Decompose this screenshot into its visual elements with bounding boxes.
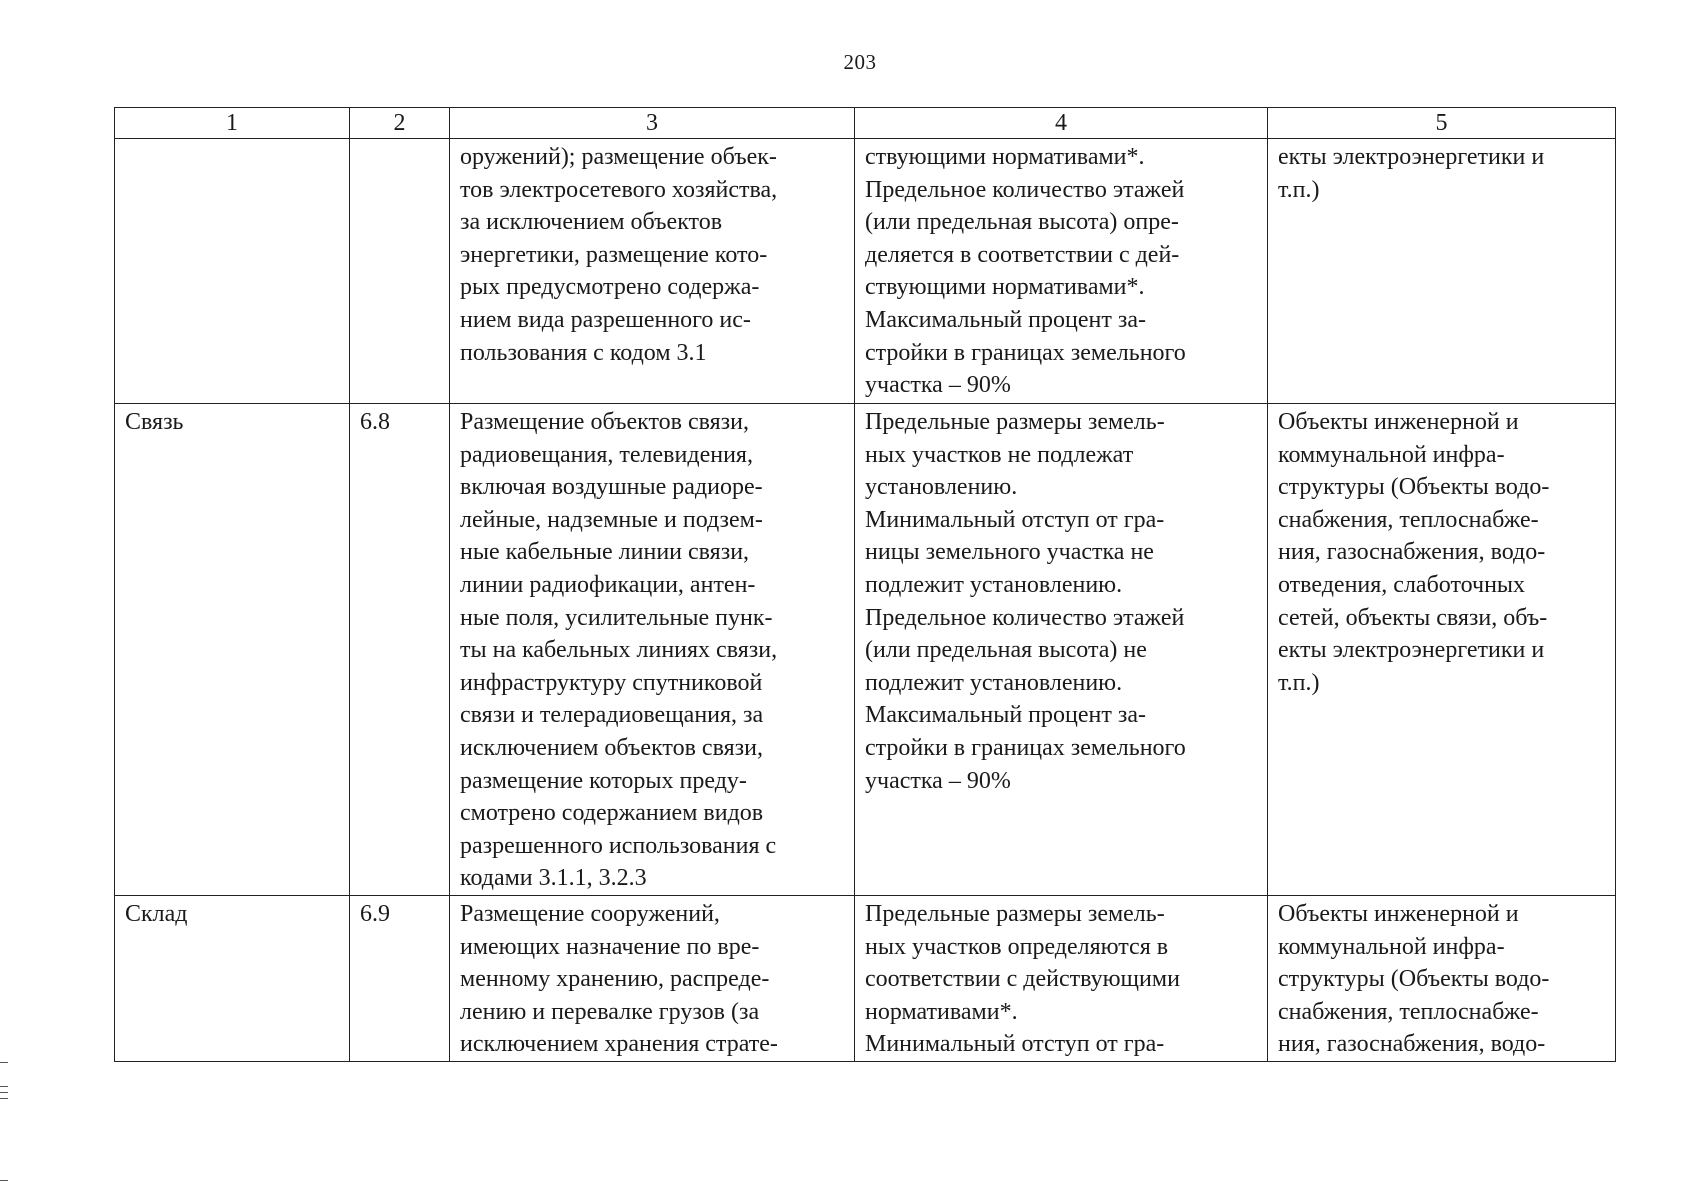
infrastructure-cell — [1268, 139, 1616, 404]
cell-text-line: рых предусмотрено содержа- — [460, 274, 760, 301]
cell-text-line: за исключением объектов — [460, 209, 723, 236]
cell-text-line: линии радиофикации, антен- — [460, 571, 756, 598]
page-number: 203 — [843, 50, 877, 74]
cell-text-line: ния, газоснабжения, водо- — [1278, 1031, 1546, 1058]
description-cell — [450, 895, 855, 1061]
use-type-code-cell — [350, 404, 450, 896]
cell-text-line: деляется в соответствии с дей- — [865, 241, 1180, 268]
cell-text-line: ные поля, усилительные пунк- — [460, 604, 773, 631]
cell-text-line: оружений); размещение объек- — [460, 144, 777, 170]
margin-tick — [0, 1086, 8, 1087]
cell-text-line: лению и перевалке грузов (за — [460, 998, 760, 1025]
use-type-name: Склад — [125, 900, 188, 927]
cell-text-line: Максимальный процент за- — [865, 306, 1146, 333]
cell-text-line: коммунальной инфра- — [1278, 933, 1505, 960]
use-type-code: 6.8 — [360, 409, 390, 435]
cell-text-line: стройки в границах земельного — [865, 734, 1186, 761]
cell-text-line: кодами 3.1.1, 3.2.3 — [460, 865, 647, 892]
cell-text-line: связи и телерадиовещания, за — [460, 702, 764, 729]
use-type-name: Связь — [125, 409, 184, 435]
cell-text-line: исключением хранения страте- — [460, 1031, 778, 1058]
cell-text-line: екты электроэнергетики и — [1278, 144, 1545, 170]
header-row — [115, 108, 1616, 139]
cell-text-line: размещение которых преду- — [460, 767, 747, 794]
cell-text-line: имеющих назначение по вре- — [460, 933, 760, 960]
cell-text-line: коммунальной инфра- — [1278, 441, 1505, 468]
cell-text-line: Максимальный процент за- — [865, 702, 1146, 729]
cell-text-line: разрешенного использования с — [460, 832, 777, 859]
cell-text-line: структуры (Объекты водо- — [1278, 966, 1550, 993]
cell-text-line: ствующими нормативами*. — [865, 144, 1145, 170]
use-type-code-cell — [350, 895, 450, 1061]
table-row — [115, 404, 1616, 896]
cell-text-line: ные кабельные линии связи, — [460, 539, 750, 566]
cell-text-line: снабжения, теплоснабже- — [1278, 506, 1539, 533]
cell-text-line: пользования с кодом 3.1 — [460, 339, 707, 366]
use-type-name-cell — [115, 404, 350, 896]
cell-text-line: стройки в границах земельного — [865, 339, 1186, 366]
cell-text-line: смотрено содержанием видов — [460, 800, 764, 827]
cell-text-line: снабжения, теплоснабже- — [1278, 998, 1539, 1025]
table-row — [115, 139, 1616, 404]
cell-text-line: сетей, объекты связи, объ- — [1278, 604, 1548, 631]
use-type-code-cell — [350, 139, 450, 404]
parameters-cell — [855, 404, 1268, 896]
use-type-name-cell — [115, 895, 350, 1061]
cell-text-line: соответствии с действующими — [865, 966, 1180, 993]
cell-text-line: тов электросетевого хозяйства, — [460, 176, 778, 203]
description-cell — [450, 139, 855, 404]
cell-text-line: Размещение объектов связи, — [460, 409, 750, 435]
margin-tick — [0, 1098, 8, 1099]
cell-text-line: менному хранению, распреде- — [460, 966, 770, 993]
cell-text-line: Минимальный отступ от гра- — [865, 506, 1165, 533]
column-header-2: 2 — [350, 108, 450, 139]
cell-text-line: (или предельная высота) опре- — [865, 209, 1179, 236]
cell-text-line: ты на кабельных линиях связи, — [460, 637, 778, 664]
cell-text-line: т.п.) — [1278, 669, 1320, 696]
parameters-cell — [855, 139, 1268, 404]
cell-text-line: Предельное количество этажей — [865, 604, 1185, 631]
cell-text-line: ных участков определяются в — [865, 933, 1169, 960]
cell-text-line: нием вида разрешенного ис- — [460, 306, 751, 333]
land-use-table — [114, 107, 1616, 1062]
cell-text-line: Предельные размеры земель- — [865, 900, 1165, 927]
use-type-name-cell — [115, 139, 350, 404]
cell-text-line: Предельное количество этажей — [865, 176, 1185, 203]
cell-text-line: исключением объектов связи, — [460, 734, 763, 761]
cell-text-line: Предельные размеры земель- — [865, 409, 1165, 435]
cell-text-line: т.п.) — [1278, 176, 1320, 203]
cell-text-line: екты электроэнергетики и — [1278, 637, 1545, 664]
use-type-code: 6.9 — [360, 900, 390, 927]
cell-text-line: лейные, надземные и подзем- — [460, 506, 763, 533]
cell-text-line: отведения, слаботочных — [1278, 571, 1526, 598]
cell-text-line: подлежит установлению. — [865, 669, 1123, 696]
cell-text-line: структуры (Объекты водо- — [1278, 474, 1550, 501]
cell-text-line: инфраструктуру спутниковой — [460, 669, 763, 696]
cell-text-line: Объекты инженерной и — [1278, 409, 1519, 435]
cell-text-line: энергетики, размещение кото- — [460, 241, 768, 268]
margin-tick — [0, 1092, 8, 1093]
column-header-3: 3 — [450, 108, 855, 139]
cell-text-line: Объекты инженерной и — [1278, 900, 1519, 927]
cell-text-line: установлению. — [865, 474, 1018, 501]
cell-text-line: (или предельная высота) не — [865, 637, 1147, 664]
cell-text-line: включая воздушные радиоре- — [460, 474, 763, 501]
cell-text-line: участка – 90% — [865, 767, 1011, 794]
parameters-cell — [855, 895, 1268, 1061]
cell-text-line: ния, газоснабжения, водо- — [1278, 539, 1546, 566]
cell-text-line: ствующими нормативами*. — [865, 274, 1145, 301]
margin-tick — [0, 1180, 8, 1181]
column-header-4: 4 — [855, 108, 1268, 139]
cell-text-line: подлежит установлению. — [865, 571, 1123, 598]
column-header-5: 5 — [1268, 108, 1616, 139]
column-header-1: 1 — [115, 108, 350, 139]
cell-text-line: ницы земельного участка не — [865, 539, 1154, 566]
cell-text-line: Минимальный отступ от гра- — [865, 1031, 1165, 1058]
margin-tick — [0, 1062, 8, 1063]
cell-text-line: Размещение сооружений, — [460, 900, 720, 927]
cell-text-line: ных участков не подлежат — [865, 441, 1134, 468]
table-row — [115, 895, 1616, 1061]
description-cell — [450, 404, 855, 896]
infrastructure-cell — [1268, 404, 1616, 896]
cell-text-line: нормативами*. — [865, 998, 1018, 1025]
cell-text-line: радиовещания, телевидения, — [460, 441, 753, 468]
infrastructure-cell — [1268, 895, 1616, 1061]
cell-text-line: участка – 90% — [865, 372, 1011, 399]
